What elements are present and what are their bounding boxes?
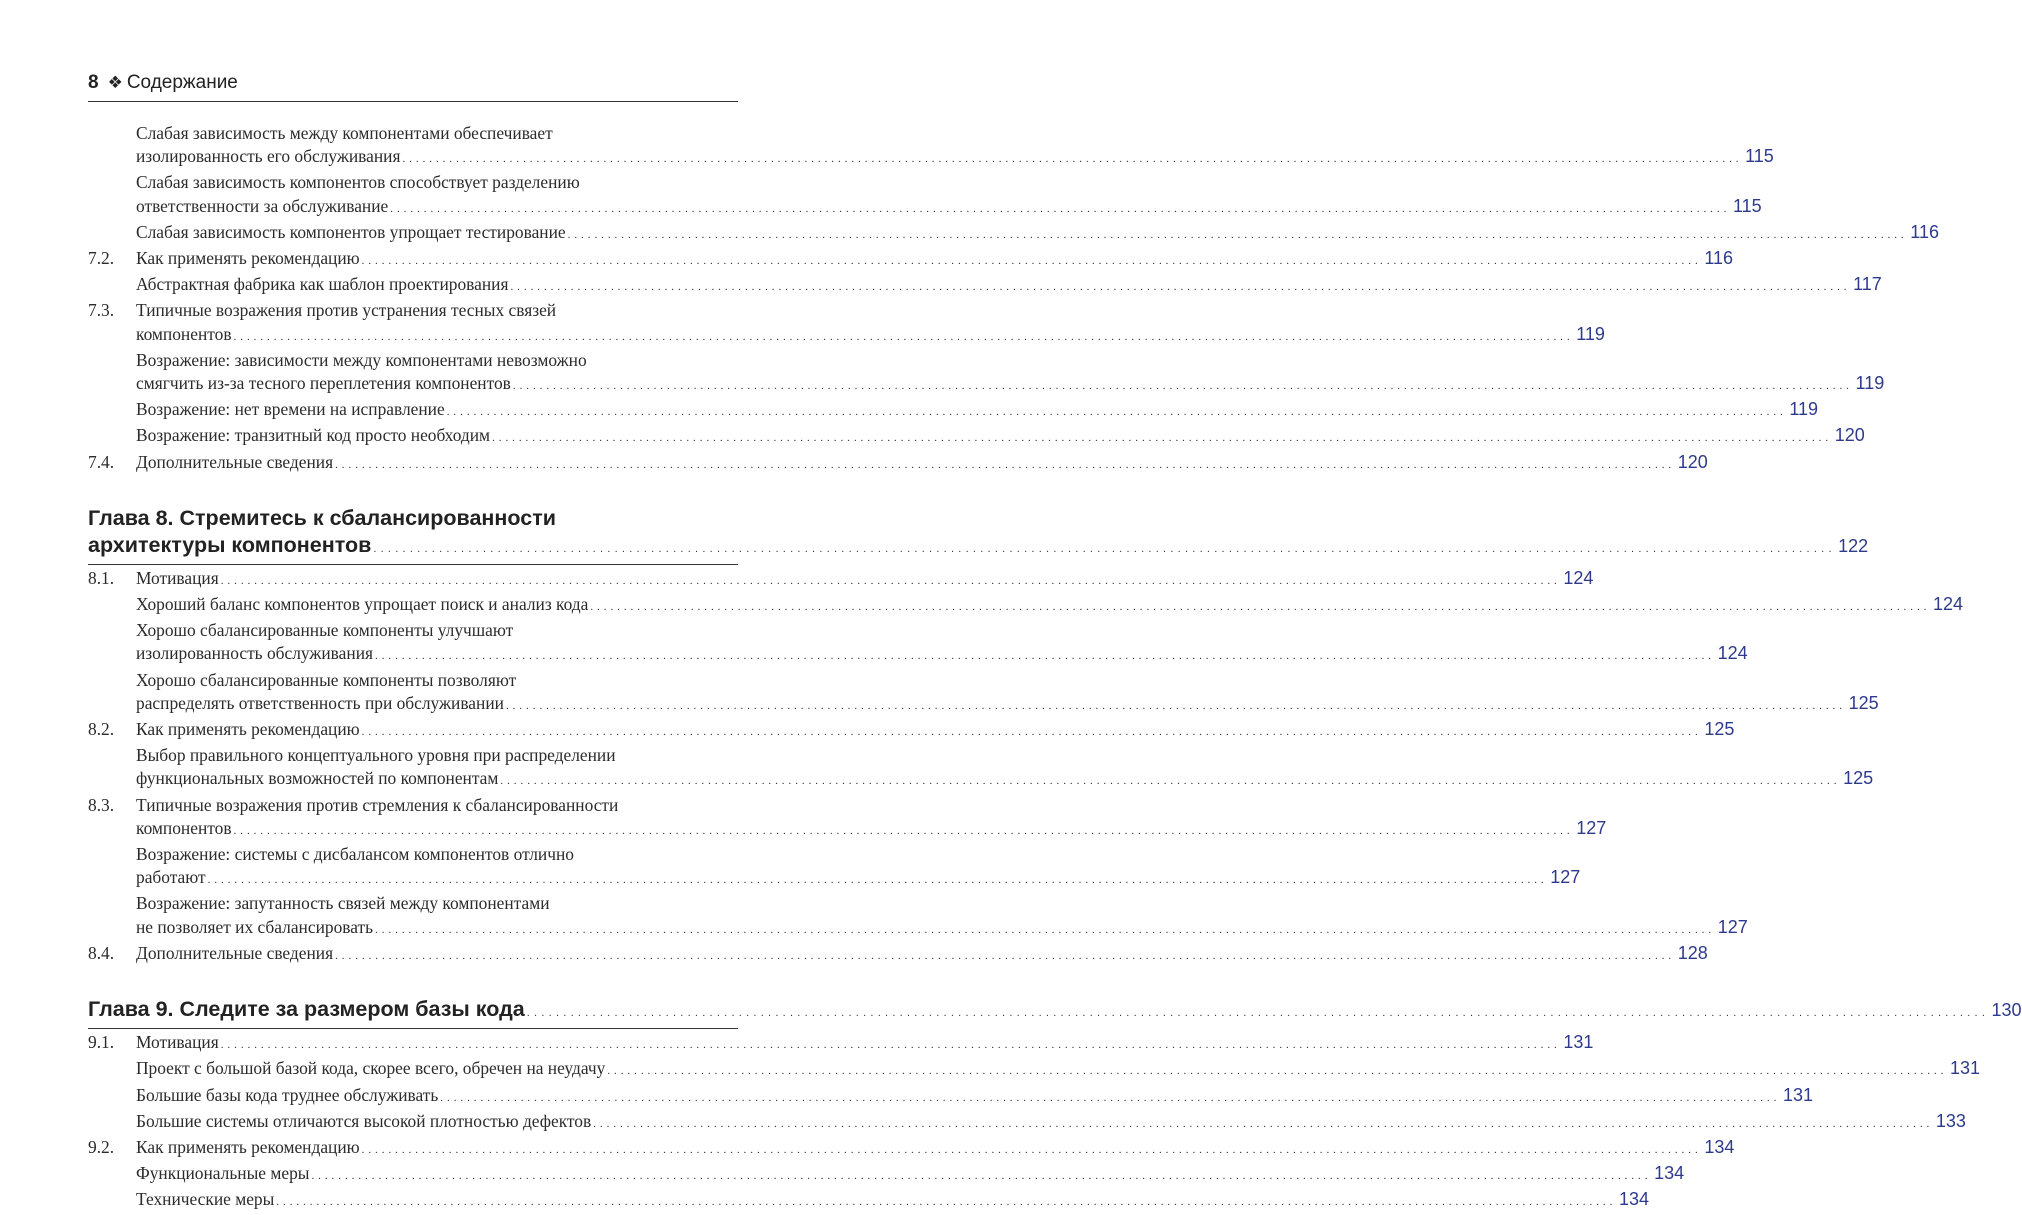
- entry-title: [136, 299, 1605, 348]
- toc-subsection-entry[interactable]: [88, 171, 1762, 220]
- entry-title: [136, 593, 1963, 619]
- entry-last-line: [136, 398, 1818, 424]
- entry-title: [136, 942, 1708, 968]
- entry-title-line: Абстрактная фабрика как шаблон проектирования: [136, 274, 509, 295]
- entry-title: [136, 451, 1708, 477]
- entry-title-line: распределять ответственность при обслуживании: [136, 692, 504, 713]
- entry-last-line: [136, 642, 1748, 668]
- page-ref[interactable]: 134: [1618, 1189, 1650, 1210]
- entry-last-line: [136, 718, 1734, 744]
- entry-title-line: компонентов: [136, 323, 232, 344]
- entry-title: [136, 718, 1734, 744]
- dot-leader: . . . . . . . . . . . . . . . . . . . . . . . . . . . . . . . . . . . . . . . . . . . . . . . . . . . . . . . . . . . . . . . . . . . . . . . . . . . . . . . . . . . . . . . . . . . . . . . . . . . . . . . . . . . . . . . . . . . . . . . . . . . . . . . . . . . . . . . . . . . . . . . . . . . . . . . . . . . . . . . . . . . . . . . . . . . . . . . . . . . . . . . . . . . . . . . . . . . . . . . .: [440, 1091, 1777, 1104]
- toc-block-chapter7: [88, 122, 1939, 477]
- entry-last-line: [136, 221, 1939, 247]
- entry-title-line: Мотивация: [136, 1032, 219, 1053]
- entry-title-line: Хорошо сбалансированные компоненты позволяют: [136, 669, 517, 690]
- toc-subsection-entry[interactable]: [88, 669, 1879, 718]
- page-ref[interactable]: 131: [1782, 1084, 1813, 1105]
- toc-section-entry[interactable]: [88, 794, 1607, 843]
- page-ref[interactable]: 115: [1732, 195, 1762, 216]
- dot-leader: . . . . . . . . . . . . . . . . . . . . . . . . . . . . . . . . . . . . . . . . . . . . . . . . . . . . . . . . . . . . . . . . . . . . . . . . . . . . . . . . . . . . . . . . . . . . . . . . . . . . . . . . . . . . . . . . . . . . . . . . . . . . . . . . . . . . . . . . . . . . . . . . . . . . . . . . . . . . . . . . . . . . . . . . . . . . . . . . . . . . . . . . . . . . . . . . . . . . . . . .: [567, 228, 1905, 241]
- toc-subsection-entry[interactable]: [88, 892, 1748, 941]
- entry-title: [136, 1031, 1593, 1057]
- dot-leader: . . . . . . . . . . . . . . . . . . . . . . . . . . . . . . . . . . . . . . . . . . . . . . . . . . . . . . . . . . . . . . . . . . . . . . . . . . . . . . . . . . . . . . . . . . . . . . . . . . . . . . . . . . . . . . . . . . . . . . . . . . . . . . . . . . . . . . . . . . . . . . . . . . . . . . . . . . . . . . . . . . . . . . . . . . . . . . . . . . . . . . . . . . . . . . . . . . . . . . . .: [500, 775, 1838, 788]
- entry-title-line: Типичные возражения против стремления к сбалансированности: [136, 794, 619, 815]
- entry-last-line: [136, 942, 1708, 968]
- entry-title: [136, 744, 1873, 793]
- dot-leader: . . . . . . . . . . . . . . . . . . . . . . . . . . . . . . . . . . . . . . . . . . . . . . . . . . . . . . . . . . . . . . . . . . . . . . . . . . . . . . . . . . . . . . . . . . . . . . . . . . . . . . . . . . . . . . . . . . . . . . . . . . . . . . . . . . . . . . . . . . . . . . . . . . . . . . . . . . . . . . . . . . . . . . . . . . . . . . . . . . . . . . . . . . . . . . . . . . . . . . . .: [361, 726, 1699, 739]
- entry-title: [136, 424, 1865, 450]
- entry-last-line: [88, 996, 2022, 1027]
- dot-leader: . . . . . . . . . . . . . . . . . . . . . . . . . . . . . . . . . . . . . . . . . . . . . . . . . . . . . . . . . . . . . . . . . . . . . . . . . . . . . . . . . . . . . . . . . . . . . . . . . . . . . . . . . . . . . . . . . . . . . . . . . . . . . . . . . . . . . . . . . . . . . . . . . . . . . . . . . . . . . . . . . . . . . . . . . . . . . . . . . . . . . . . . . . . . . . . . . . . . . . . .: [607, 1065, 1944, 1078]
- page-ref[interactable]: 127: [1717, 916, 1748, 937]
- page-ref[interactable]: 131: [1563, 1032, 1594, 1053]
- page-ref[interactable]: 119: [1789, 399, 1819, 420]
- section-number: 8.1.: [88, 567, 115, 588]
- entry-title-line: Возражение: запутанность связей между компонентами: [136, 893, 550, 914]
- dot-leader: . . . . . . . . . . . . . . . . . . . . . . . . . . . . . . . . . . . . . . . . . . . . . . . . . . . . . . . . . . . . . . . . . . . . . . . . . . . . . . . . . . . . . . . . . . . . . . . . . . . . . . . . . . . . . . . . . . . . . . . . . . . . . . . . . . . . . . . . . . . . . . . . . . . . . . . . . . . . . . . . . . . . . . . . . . . . . . . . . . . . . . . . . . . . . . . . . . . . . . . .: [220, 574, 1558, 587]
- entry-title: [136, 398, 1818, 424]
- entry-last-line: [136, 323, 1605, 349]
- page-ref[interactable]: 131: [1949, 1058, 1981, 1079]
- section-number: [88, 122, 136, 171]
- chapter-9-heading[interactable]: [88, 996, 2022, 1029]
- toc-section-entry[interactable]: [88, 299, 1605, 348]
- dot-leader: . . . . . . . . . . . . . . . . . . . . . . . . . . . . . . . . . . . . . . . . . . . . . . . . . . . . . . . . . . . . . . . . . . . . . . . . . . . . . . . . . . . . . . . . . . . . . . . . . . . . . . . . . . . . . . . . . . . . . . . . . . . . . . . . . . . . . . . . . . . . . . . . . . . . . . . . . . . . . . . . . . . . . . . . . . . . . . . . . . . . . . . . . . . . . . . . . . . . . . . .: [593, 1117, 1930, 1130]
- entry-last-line: [136, 593, 1963, 619]
- entry-title-line: Большие базы кода труднее обслуживать: [136, 1084, 439, 1105]
- entry-title: [136, 567, 1593, 593]
- toc-block-chapter8: [88, 567, 1964, 968]
- entry-last-line: [136, 372, 1884, 398]
- dot-leader: . . . . . . . . . . . . . . . . . . . . . . . . . . . . . . . . . . . . . . . . . . . . . . . . . . . . . . . . . . . . . . . . . . . . . . . . . . . . . . . . . . . . . . . . . . . . . . . . . . . . . . . . . . . . . . . . . . . . . . . . . . . . . . . . . . . . . . . . . . . . . . . . . . . . . . . . . . . . . . . . . . . . . . . . . . . . . . . . . . . . . . . . . . . . . . . . . . . . . . . .: [276, 1196, 1613, 1209]
- entry-title-line: Типичные возражения против устранения тесных связей: [136, 300, 557, 321]
- toc-section-entry[interactable]: [88, 247, 1734, 273]
- entry-title-line: Дополнительные сведения: [136, 451, 334, 472]
- section-number: [88, 619, 136, 668]
- entry-title: [136, 1188, 1649, 1214]
- section-number: [88, 744, 136, 793]
- toc-subsection-entry[interactable]: [88, 1188, 1650, 1214]
- section-number: [88, 669, 136, 718]
- section-number: [88, 273, 136, 299]
- page-ref[interactable]: 133: [1935, 1110, 1966, 1131]
- dot-leader: . . . . . . . . . . . . . . . . . . . . . . . . . . . . . . . . . . . . . . . . . . . . . . . . . . . . . . . . . . . . . . . . . . . . . . . . . . . . . . . . . . . . . . . . . . . . . . . . . . . . . . . . . . . . . . . . . . . . . . . . . . . . . . . . . . . . . . . . . . . . . . . . . . . . . . . . . . . . . . . . . . . . . . . . . . . . . . . . . . . . . . . . . . . . . . . . . . . . . . . .: [375, 923, 1712, 936]
- entry-last-line: [136, 817, 1606, 843]
- toc-subsection-entry[interactable]: [88, 1162, 1685, 1188]
- dot-leader: . . . . . . . . . . . . . . . . . . . . . . . . . . . . . . . . . . . . . . . . . . . . . . . . . . . . . . . . . . . . . . . . . . . . . . . . . . . . . . . . . . . . . . . . . . . . . . . . . . . . . . . . . . . . . . . . . . . . . . . . . . . . . . . . . . . . . . . . . . . . . . . . . . . . . . . . . . . . . . . . . . . . . . . . . . . . . . . . . . . . . . . . . . . . . . . . . . . . . . . .: [335, 458, 1672, 471]
- section-number: [88, 1084, 136, 1110]
- section-number: 8.3.: [88, 794, 115, 815]
- section-number: 8.4.: [88, 942, 115, 963]
- entry-title-line: Технические меры: [136, 1189, 275, 1210]
- dot-leader: . . . . . . . . . . . . . . . . . . . . . . . . . . . . . . . . . . . . . . . . . . . . . . . . . . . . . . . . . . . . . . . . . . . . . . . . . . . . . . . . . . . . . . . . . . . . . . . . . . . . . . . . . . . . . . . . . . . . . . . . . . . . . . . . . . . . . . . . . . . . . . . . . . . . . . . . . . . . . . . . . . . . . . . . . . . . . . . . . . . . . . . . . . . . . . . . . . . . . . . .: [526, 1007, 1986, 1020]
- entry-title: [136, 794, 1606, 843]
- page-ref[interactable]: 120: [1834, 425, 1865, 446]
- section-number: [88, 1057, 136, 1083]
- entry-title: [136, 1057, 1980, 1083]
- entry-title: [136, 843, 1580, 892]
- toc-subsection-entry[interactable]: [88, 1084, 1813, 1110]
- table-of-contents: [88, 122, 2022, 1215]
- entry-title-line: ответственности за обслуживание: [136, 195, 389, 216]
- dot-leader: . . . . . . . . . . . . . . . . . . . . . . . . . . . . . . . . . . . . . . . . . . . . . . . . . . . . . . . . . . . . . . . . . . . . . . . . . . . . . . . . . . . . . . . . . . . . . . . . . . . . . . . . . . . . . . . . . . . . . . . . . . . . . . . . . . . . . . . . . . . . . . . . . . . . . . . . . . . . . . . . . . . . . . . . . . . . . . . . . . . . . . . . . . . . . . . . . . . . . . . .: [492, 432, 1829, 445]
- page-ref[interactable]: 127: [1550, 867, 1581, 888]
- section-number: 7.3.: [88, 300, 115, 321]
- entry-title-line: компонентов: [136, 817, 232, 838]
- entry-last-line: [136, 567, 1593, 593]
- dot-leader: . . . . . . . . . . . . . . . . . . . . . . . . . . . . . . . . . . . . . . . . . . . . . . . . . . . . . . . . . . . . . . . . . . . . . . . . . . . . . . . . . . . . . . . . . . . . . . . . . . . . . . . . . . . . . . . . . . . . . . . . . . . . . . . . . . . . . . . . . . . . . . . . . . . . . . . . . . . . . . . . . . . . . . . . . . . . . . . . . . . . . . . . . . . . . . . . . . . . . . . .: [512, 380, 1850, 393]
- entry-title: [136, 122, 1774, 171]
- dot-leader: . . . . . . . . . . . . . . . . . . . . . . . . . . . . . . . . . . . . . . . . . . . . . . . . . . . . . . . . . . . . . . . . . . . . . . . . . . . . . . . . . . . . . . . . . . . . . . . . . . . . . . . . . . . . . . . . . . . . . . . . . . . . . . . . . . . . . . . . . . . . . . . . . . . . . . . . . . . . . . . . . . . . . . . . . . . . . . . . . . . . . . . . . . . . . . . . . . . . . . . .: [233, 824, 1571, 837]
- entry-title-line: Возражение: транзитный код просто необходим: [136, 425, 491, 446]
- toc-block-chapter9: [88, 1031, 1981, 1214]
- dot-leader: . . . . . . . . . . . . . . . . . . . . . . . . . . . . . . . . . . . . . . . . . . . . . . . . . . . . . . . . . . . . . . . . . . . . . . . . . . . . . . . . . . . . . . . . . . . . . . . . . . . . . . . . . . . . . . . . . . . . . . . . . . . . . . . . . . . . . . . . . . . . . . . . . . . . . . . . . . . . . . . . . . . . . . . . . . . . . . . . . . . . . . . . . . . . . . . . . . . . . . . .: [207, 874, 1545, 887]
- entry-title: [136, 349, 1884, 398]
- page-ref[interactable]: 124: [1717, 643, 1748, 664]
- entry-title: [136, 1084, 1813, 1110]
- dot-leader: . . . . . . . . . . . . . . . . . . . . . . . . . . . . . . . . . . . . . . . . . . . . . . . . . . . . . . . . . . . . . . . . . . . . . . . . . . . . . . . . . . . . . . . . . . . . . . . . . . . . . . . . . . . . . . . . . . . . . . . . . . . . . . . . . . . . . . . . . . . . . . . . . . . . . . . . . . . . . . . . . . . . . . . . . . . . . . . . . . . . . . . . . . . . . . . . . . . . . . . .: [361, 1143, 1699, 1156]
- dot-leader: . . . . . . . . . . . . . . . . . . . . . . . . . . . . . . . . . . . . . . . . . . . . . . . . . . . . . . . . . . . . . . . . . . . . . . . . . . . . . . . . . . . . . . . . . . . . . . . . . . . . . . . . . . . . . . . . . . . . . . . . . . . . . . . . . . . . . . . . . . . . . . . . . . . . . . . . . . . . . . . . . . . . . . . . . . . . . . . . . . . . . . . . . . . . . . . . . . . . . . . .: [220, 1039, 1558, 1052]
- entry-title-line: Слабая зависимость компонентов упрощает тестирование: [136, 221, 566, 242]
- entry-last-line: [88, 532, 1869, 563]
- entry-title-line: Как применять рекомендацию: [136, 248, 360, 269]
- entry-title: [136, 273, 1882, 299]
- page-ref[interactable]: 125: [1843, 768, 1874, 789]
- entry-title: [136, 619, 1748, 668]
- toc-section-entry[interactable]: [88, 718, 1735, 744]
- entry-last-line: [136, 424, 1865, 450]
- toc-subsection-entry[interactable]: [88, 273, 1882, 299]
- toc-section-entry[interactable]: [88, 942, 1708, 968]
- page-ref[interactable]: 117: [1853, 274, 1882, 295]
- page-ref[interactable]: 134: [1704, 1136, 1735, 1157]
- entry-title-line: Как применять рекомендацию: [136, 719, 360, 740]
- toc-subsection-entry[interactable]: [88, 398, 1819, 424]
- entry-last-line: [136, 145, 1774, 171]
- section-number: [88, 1162, 136, 1188]
- dot-leader: . . . . . . . . . . . . . . . . . . . . . . . . . . . . . . . . . . . . . . . . . . . . . . . . . . . . . . . . . . . . . . . . . . . . . . . . . . . . . . . . . . . . . . . . . . . . . . . . . . . . . . . . . . . . . . . . . . . . . . . . . . . . . . . . . . . . . . . . . . . . . . . . . . . . . . . . . . . . . . . . . . . . . . . . . . . . . . . . . . . . . . . . . . . . . . . . . . . . . . . .: [233, 330, 1571, 343]
- entry-last-line: [136, 1057, 1980, 1083]
- entry-title-line: работают: [136, 867, 206, 888]
- section-number: [88, 843, 136, 892]
- page-ref[interactable]: 128: [1677, 942, 1708, 963]
- section-number: [88, 398, 136, 424]
- page-ref[interactable]: 134: [1654, 1163, 1685, 1184]
- entry-last-line: [136, 1031, 1593, 1057]
- dot-leader: . . . . . . . . . . . . . . . . . . . . . . . . . . . . . . . . . . . . . . . . . . . . . . . . . . . . . . . . . . . . . . . . . . . . . . . . . . . . . . . . . . . . . . . . . . . . . . . . . . . . . . . . . . . . . . . . . . . . . . . . . . . . . . . . . . . . . . . . . . . . . . . . . . . . . . . . . . . . . . . . . . . . . . . . . . . . . . . . . . . . . . . . . . . . . . . . . . . . . . . .: [311, 1170, 1649, 1183]
- dot-leader: . . . . . . . . . . . . . . . . . . . . . . . . . . . . . . . . . . . . . . . . . . . . . . . . . . . . . . . . . . . . . . . . . . . . . . . . . . . . . . . . . . . . . . . . . . . . . . . . . . . . . . . . . . . . . . . . . . . . . . . . . . . . . . . . . . . . . . . . . . . . . . . . . . . . . . . . . . . . . . . . . . . . . . . . . . . . . . . . . . . . . . . . . . . . . . . . . . . . . . . .: [335, 949, 1672, 962]
- entry-title: [136, 669, 1879, 718]
- section-number: [88, 892, 136, 941]
- section-number: 9.1.: [88, 1032, 115, 1053]
- page-ref[interactable]: 119: [1855, 373, 1885, 394]
- page-ref[interactable]: 130: [1991, 1000, 2022, 1021]
- entry-last-line: [136, 1084, 1813, 1110]
- toc-subsection-entry[interactable]: [88, 221, 1939, 247]
- entry-title: [136, 1136, 1734, 1162]
- toc-subsection-entry[interactable]: [88, 349, 1885, 398]
- entry-title-line: Хороший баланс компонентов упрощает поиск и анализ кода: [136, 594, 589, 615]
- entry-title-line: смягчить из-за тесного переплетения компонентов: [136, 373, 511, 394]
- toc-subsection-entry[interactable]: [88, 424, 1865, 450]
- page-ref[interactable]: 127: [1576, 817, 1607, 838]
- section-number: [88, 221, 136, 247]
- page-number: 8: [88, 72, 99, 93]
- entry-title-line: изолированность обслуживания: [136, 643, 373, 664]
- toc-section-entry[interactable]: [88, 1031, 1594, 1057]
- entry-title-line: Возражение: системы с дисбалансом компонентов отлично: [136, 844, 574, 865]
- entry-last-line: [136, 692, 1879, 718]
- running-header: [88, 72, 738, 102]
- section-number: [88, 593, 136, 619]
- entry-last-line: [136, 1136, 1734, 1162]
- dot-leader: . . . . . . . . . . . . . . . . . . . . . . . . . . . . . . . . . . . . . . . . . . . . . . . . . . . . . . . . . . . . . . . . . . . . . . . . . . . . . . . . . . . . . . . . . . . . . . . . . . . . . . . . . . . . . . . . . . . . . . . . . . . . . . . . . . . . . . . . . . . . . . . . . . . . . . . . . . . . . . . . . . . . . . . . . . . . . . . . . . . . . . . . . . . . . . . . . . . . . . . .: [373, 542, 1833, 555]
- entry-last-line: [136, 916, 1748, 942]
- section-number: 9.2.: [88, 1136, 115, 1157]
- entry-title-line: Большие системы отличаются высокой плотностью дефектов: [136, 1110, 592, 1131]
- dot-leader: . . . . . . . . . . . . . . . . . . . . . . . . . . . . . . . . . . . . . . . . . . . . . . . . . . . . . . . . . . . . . . . . . . . . . . . . . . . . . . . . . . . . . . . . . . . . . . . . . . . . . . . . . . . . . . . . . . . . . . . . . . . . . . . . . . . . . . . . . . . . . . . . . . . . . . . . . . . . . . . . . . . . . . . . . . . . . . . . . . . . . . . . . . . . . . . . . . . . . . . .: [375, 650, 1712, 663]
- entry-title-line: Мотивация: [136, 567, 219, 588]
- toc-subsection-entry[interactable]: [88, 744, 1874, 793]
- entry-title-line: Выбор правильного концептуального уровня при распределении: [136, 745, 616, 766]
- entry-title-line: Как применять рекомендацию: [136, 1136, 360, 1157]
- entry-title: [136, 1162, 1684, 1188]
- section-number: [88, 171, 136, 220]
- entry-title-line: архитектуры компонентов: [88, 532, 372, 557]
- toc-subsection-entry[interactable]: [88, 1057, 1981, 1083]
- toc-subsection-entry[interactable]: [88, 619, 1748, 668]
- section-number: [88, 1188, 136, 1214]
- entry-title: [136, 221, 1939, 247]
- entry-title-line: не позволяет их сбалансировать: [136, 916, 374, 937]
- page-ref[interactable]: 116: [1704, 248, 1734, 269]
- section-number: [88, 1110, 136, 1136]
- page-ref[interactable]: 120: [1677, 451, 1708, 472]
- section-number: 7.2.: [88, 248, 115, 269]
- section-number: 8.2.: [88, 719, 115, 740]
- entry-title-line: Хорошо сбалансированные компоненты улучшают: [136, 620, 514, 641]
- entry-title: [136, 892, 1748, 941]
- page-ref[interactable]: 116: [1910, 221, 1939, 242]
- page-ref[interactable]: 119: [1576, 323, 1605, 344]
- chapter-8-heading[interactable]: [88, 505, 1869, 565]
- section-number: 7.4.: [88, 451, 115, 472]
- dot-leader: . . . . . . . . . . . . . . . . . . . . . . . . . . . . . . . . . . . . . . . . . . . . . . . . . . . . . . . . . . . . . . . . . . . . . . . . . . . . . . . . . . . . . . . . . . . . . . . . . . . . . . . . . . . . . . . . . . . . . . . . . . . . . . . . . . . . . . . . . . . . . . . . . . . . . . . . . . . . . . . . . . . . . . . . . . . . . . . . . . . . . . . . . . . . . . . . . . . . . . . .: [402, 153, 1740, 166]
- entry-title-line: изолированность его обслуживания: [136, 146, 401, 167]
- entry-title-line: Слабая зависимость между компонентами обеспечивает: [136, 123, 553, 143]
- entry-last-line: [136, 247, 1733, 273]
- page-ref[interactable]: 124: [1933, 594, 1964, 615]
- toc-section-entry[interactable]: [88, 567, 1594, 593]
- entry-title-line: Слабая зависимость компонентов способствует разделению: [136, 172, 580, 193]
- dot-leader: . . . . . . . . . . . . . . . . . . . . . . . . . . . . . . . . . . . . . . . . . . . . . . . . . . . . . . . . . . . . . . . . . . . . . . . . . . . . . . . . . . . . . . . . . . . . . . . . . . . . . . . . . . . . . . . . . . . . . . . . . . . . . . . . . . . . . . . . . . . . . . . . . . . . . . . . . . . . . . . . . . . . . . . . . . . . . . . . . . . . . . . . . . . . . . . . . . . . . . . .: [505, 699, 1843, 712]
- dot-leader: . . . . . . . . . . . . . . . . . . . . . . . . . . . . . . . . . . . . . . . . . . . . . . . . . . . . . . . . . . . . . . . . . . . . . . . . . . . . . . . . . . . . . . . . . . . . . . . . . . . . . . . . . . . . . . . . . . . . . . . . . . . . . . . . . . . . . . . . . . . . . . . . . . . . . . . . . . . . . . . . . . . . . . . . . . . . . . . . . . . . . . . . . . . . . . . . . . . . . . . .: [590, 601, 1928, 614]
- entry-title: [136, 247, 1733, 273]
- toc-section-entry[interactable]: [88, 451, 1708, 477]
- running-title: Содержание: [126, 72, 238, 93]
- ornament-icon: ❖: [107, 73, 123, 92]
- page-ref[interactable]: 115: [1745, 146, 1774, 167]
- entry-title-line: Функциональные меры: [136, 1163, 310, 1184]
- dot-leader: . . . . . . . . . . . . . . . . . . . . . . . . . . . . . . . . . . . . . . . . . . . . . . . . . . . . . . . . . . . . . . . . . . . . . . . . . . . . . . . . . . . . . . . . . . . . . . . . . . . . . . . . . . . . . . . . . . . . . . . . . . . . . . . . . . . . . . . . . . . . . . . . . . . . . . . . . . . . . . . . . . . . . . . . . . . . . . . . . . . . . . . . . . . . . . . . . . . . . . . .: [361, 255, 1699, 268]
- dot-leader: . . . . . . . . . . . . . . . . . . . . . . . . . . . . . . . . . . . . . . . . . . . . . . . . . . . . . . . . . . . . . . . . . . . . . . . . . . . . . . . . . . . . . . . . . . . . . . . . . . . . . . . . . . . . . . . . . . . . . . . . . . . . . . . . . . . . . . . . . . . . . . . . . . . . . . . . . . . . . . . . . . . . . . . . . . . . . . . . . . . . . . . . . . . . . . . . . . . . . . . .: [446, 406, 1784, 419]
- entry-title-line: Глава 8. Стремитесь к сбалансированности: [88, 505, 556, 530]
- toc-section-entry[interactable]: [88, 1136, 1735, 1162]
- page-ref[interactable]: 125: [1704, 719, 1735, 740]
- entry-last-line: [136, 273, 1882, 299]
- toc-subsection-entry[interactable]: [88, 843, 1581, 892]
- dot-leader: . . . . . . . . . . . . . . . . . . . . . . . . . . . . . . . . . . . . . . . . . . . . . . . . . . . . . . . . . . . . . . . . . . . . . . . . . . . . . . . . . . . . . . . . . . . . . . . . . . . . . . . . . . . . . . . . . . . . . . . . . . . . . . . . . . . . . . . . . . . . . . . . . . . . . . . . . . . . . . . . . . . . . . . . . . . . . . . . . . . . . . . . . . . . . . . . . . . . . . . .: [390, 202, 1727, 215]
- toc-subsection-entry[interactable]: [88, 593, 1964, 619]
- entry-last-line: [136, 1188, 1649, 1214]
- page-ref[interactable]: 124: [1563, 567, 1594, 588]
- entry-last-line: [136, 866, 1580, 892]
- entry-last-line: [136, 1110, 1966, 1136]
- entry-title-line: Возражение: зависимости между компонентами невозможно: [136, 349, 587, 370]
- entry-last-line: [136, 195, 1762, 221]
- toc-subsection-entry[interactable]: [88, 122, 1774, 171]
- entry-title-line: Проект с большой базой кода, скорее всего, обречен на неудачу: [136, 1058, 606, 1079]
- page-ref[interactable]: 125: [1848, 692, 1879, 713]
- entry-title: [136, 171, 1762, 220]
- entry-title-line: Возражение: нет времени на исправление: [136, 399, 445, 420]
- entry-title-line: Дополнительные сведения: [136, 942, 334, 963]
- entry-title: [136, 1110, 1966, 1136]
- dot-leader: . . . . . . . . . . . . . . . . . . . . . . . . . . . . . . . . . . . . . . . . . . . . . . . . . . . . . . . . . . . . . . . . . . . . . . . . . . . . . . . . . . . . . . . . . . . . . . . . . . . . . . . . . . . . . . . . . . . . . . . . . . . . . . . . . . . . . . . . . . . . . . . . . . . . . . . . . . . . . . . . . . . . . . . . . . . . . . . . . . . . . . . . . . . . . . . . . . . . . . . .: [510, 281, 1848, 294]
- page-ref[interactable]: 122: [1838, 535, 1869, 556]
- entry-title-line: функциональных возможностей по компонентам: [136, 768, 499, 789]
- toc-subsection-entry[interactable]: [88, 1110, 1966, 1136]
- entry-last-line: [136, 451, 1708, 477]
- entry-title-line: Глава 9. Следите за размером базы кода: [88, 997, 525, 1022]
- section-number: [88, 424, 136, 450]
- section-number: [88, 349, 136, 398]
- entry-last-line: [136, 767, 1873, 793]
- entry-last-line: [136, 1162, 1684, 1188]
